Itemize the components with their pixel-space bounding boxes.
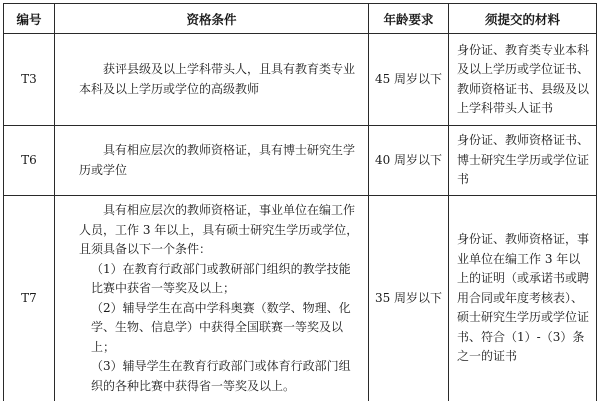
row-materials: 身份证、教师资格证，事业单位在编工作 3 年以上的证明（或承诺书或聘用合同或年度考核表）、硕士研究生学历或学位证书、符合（1）-（3）条之一的证书 xyxy=(449,196,597,401)
row-conditions xyxy=(55,196,369,401)
header-age: 年龄要求 xyxy=(369,4,449,34)
row-conditions xyxy=(55,126,369,196)
header-conditions: 资格条件 xyxy=(55,4,369,34)
row-code: T3 xyxy=(4,34,55,126)
row-code: T6 xyxy=(4,126,55,196)
row-materials: 身份证、教师资格证书、博士研究生学历或学位证书 xyxy=(449,126,597,196)
condition-text: 具有相应层次的教师资格证，具有博士研究生学历或学位 xyxy=(79,143,356,177)
table-header-row xyxy=(4,4,597,34)
row-age: 40 周岁以下 xyxy=(369,126,449,196)
condition-item-3: （3）辅导学生在教育行政部门或体育行政部门组织的各种比赛中获得省一等奖及以上。 xyxy=(91,359,351,393)
row-code: T7 xyxy=(4,196,55,401)
header-code: 编号 xyxy=(4,4,55,34)
condition-item-1: （1）在教育行政部门或教研部门组织的教学技能比赛中获省一等奖及以上； xyxy=(91,261,351,295)
row-conditions xyxy=(55,34,369,126)
row-age: 45 周岁以下 xyxy=(369,34,449,126)
table-row xyxy=(4,34,597,126)
header-materials: 须提交的材料 xyxy=(449,4,597,34)
condition-item-2: （2）辅导学生在高中学科奥赛（数学、物理、化学、生物、信息学）中获得全国联赛一等奖及以上； xyxy=(91,300,351,354)
qualification-table xyxy=(3,3,597,401)
table-row xyxy=(4,126,597,196)
table-row xyxy=(4,196,597,401)
condition-text: 具有相应层次的教师资格证，事业单位在编工作人员，工作 3 年以上，具有硕士研究生学历或学位，且须具备以下一个条件： xyxy=(79,203,359,256)
condition-text: 获评县级及以上学科带头人，且具有教育类专业本科及以上学历或学位的高级教师 xyxy=(79,62,356,96)
row-materials: 身份证、教育类专业本科及以上学历或学位证书、教师资格证书、县级及以上学科带头人证书 xyxy=(449,34,597,126)
row-age: 35 周岁以下 xyxy=(369,196,449,401)
